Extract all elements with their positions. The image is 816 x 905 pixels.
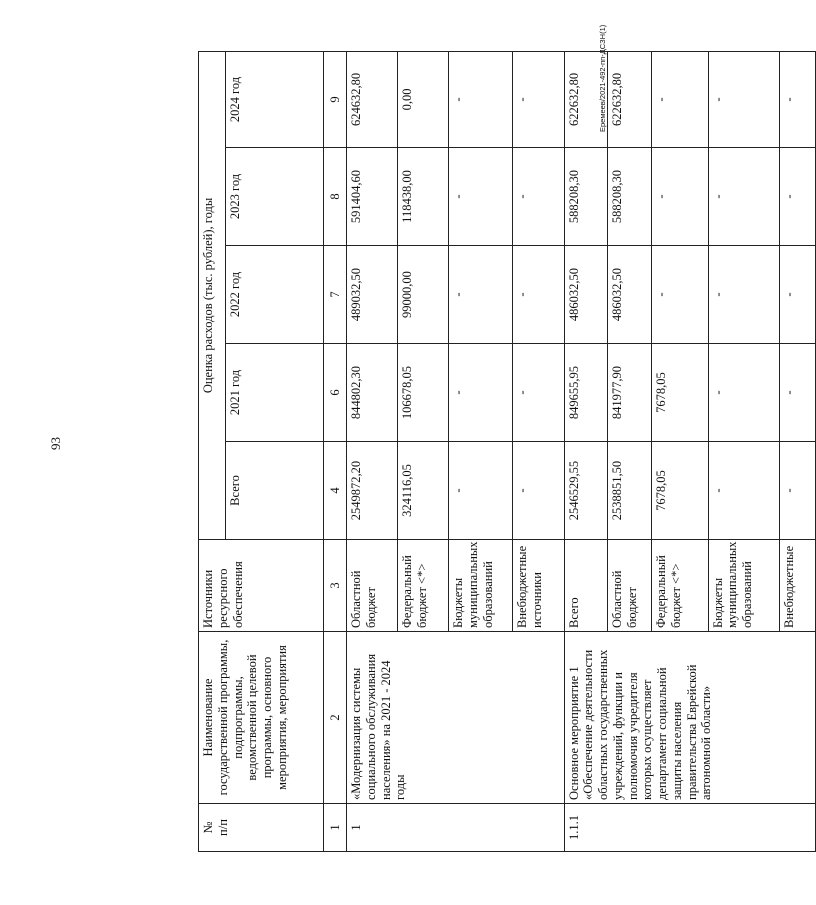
amount-cell: 591404,60: [347, 148, 398, 246]
page-number: 93: [48, 437, 63, 450]
amount-cell: -: [708, 51, 780, 147]
row-number: 1.1.1: [564, 804, 816, 852]
header-year-2024: 2024 год: [226, 51, 324, 147]
amount-cell: -: [513, 344, 564, 442]
funding-source: Внебюджетные источники: [513, 540, 564, 632]
amount-cell: 99000,00: [398, 246, 449, 344]
header-year-2023: 2023 год: [226, 148, 324, 246]
amount-cell: -: [780, 442, 816, 540]
amount-cell: -: [652, 246, 708, 344]
index-cell: 6: [324, 344, 347, 442]
index-cell: 8: [324, 148, 347, 246]
amount-cell: -: [513, 148, 564, 246]
header-year-2021: 2021 год: [226, 344, 324, 442]
rotated-table-wrapper: [198, 52, 797, 852]
funding-source: Федеральный бюджет <*>: [652, 540, 708, 632]
amount-cell: -: [652, 51, 708, 147]
amount-cell: -: [449, 344, 513, 442]
amount-cell: 588208,30: [564, 148, 608, 246]
amount-cell: -: [708, 442, 780, 540]
index-cell: 2: [324, 632, 347, 804]
amount-cell: 844802,30: [347, 344, 398, 442]
funding-source: Областной бюджет: [608, 540, 652, 632]
amount-cell: 622632,80: [564, 51, 608, 147]
header-num: № п/п: [199, 804, 324, 852]
footer-text: Еремеев/2021-492-пп-ДСЗН(1): [598, 24, 607, 132]
header-year-2022: 2022 год: [226, 246, 324, 344]
table-row: [347, 51, 398, 851]
index-cell: 9: [324, 51, 347, 147]
amount-cell: -: [652, 148, 708, 246]
header-estimate: Оценка расходов (тыс. рублей), годы: [199, 51, 226, 539]
funding-source: Областной бюджет: [347, 540, 398, 632]
amount-cell: 324116,05: [398, 442, 449, 540]
funding-source: Внебюджетные: [780, 540, 816, 632]
program-name: «Модернизация системы социального обслуживания населения» на 2021 - 2024 годы: [347, 632, 565, 804]
amount-cell: 489032,50: [347, 246, 398, 344]
amount-cell: 486032,50: [608, 246, 652, 344]
index-cell: 3: [324, 540, 347, 632]
amount-cell: 7678,05: [652, 442, 708, 540]
amount-cell: 2549872,20: [347, 442, 398, 540]
funding-source: Всего: [564, 540, 608, 632]
amount-cell: 118438,00: [398, 148, 449, 246]
amount-cell: -: [708, 246, 780, 344]
row-number: 1: [347, 804, 565, 852]
amount-cell: 7678,05: [652, 344, 708, 442]
amount-cell: 588208,30: [608, 148, 652, 246]
header-row-1: [199, 51, 226, 851]
amount-cell: -: [449, 51, 513, 147]
amount-cell: -: [513, 442, 564, 540]
table-row: [564, 51, 608, 851]
amount-cell: 841977,90: [608, 344, 652, 442]
amount-cell: -: [449, 246, 513, 344]
header-source: Источники ресурсного обеспечения: [199, 540, 324, 632]
amount-cell: -: [708, 344, 780, 442]
index-cell: 4: [324, 442, 347, 540]
amount-cell: -: [449, 148, 513, 246]
funding-source: Федеральный бюджет <*>: [398, 540, 449, 632]
amount-cell: 622632,80: [608, 51, 652, 147]
funding-source: Бюджеты муниципальных образований: [449, 540, 513, 632]
amount-cell: -: [780, 51, 816, 147]
amount-cell: -: [708, 148, 780, 246]
index-row: [324, 51, 347, 851]
index-cell: 7: [324, 246, 347, 344]
amount-cell: 106678,05: [398, 344, 449, 442]
amount-cell: -: [513, 51, 564, 147]
amount-cell: 486032,50: [564, 246, 608, 344]
funding-source: Бюджеты муниципальных образований: [708, 540, 780, 632]
amount-cell: -: [449, 442, 513, 540]
amount-cell: -: [513, 246, 564, 344]
expenses-table: [198, 51, 816, 852]
amount-cell: -: [780, 344, 816, 442]
amount-cell: 2546529,55: [564, 442, 608, 540]
amount-cell: -: [780, 148, 816, 246]
amount-cell: 624632,80: [347, 51, 398, 147]
amount-cell: 0,00: [398, 51, 449, 147]
program-name: Основное мероприятие 1 «Обеспечение деятельности областных государственных учреждений, функции и полномочия учредителя которых осуществляет департамент социальной защиты населения правительства Еврейской автономной области»: [564, 632, 816, 804]
amount-cell: -: [780, 246, 816, 344]
amount-cell: 849655,95: [564, 344, 608, 442]
header-year-total: Всего: [226, 442, 324, 540]
amount-cell: 2538851,50: [608, 442, 652, 540]
header-name: Наименование государственной программы, подпрограммы, ведомственной целевой программы, основного мероприятия, мероприятия: [199, 632, 324, 804]
index-cell: 1: [324, 804, 347, 852]
